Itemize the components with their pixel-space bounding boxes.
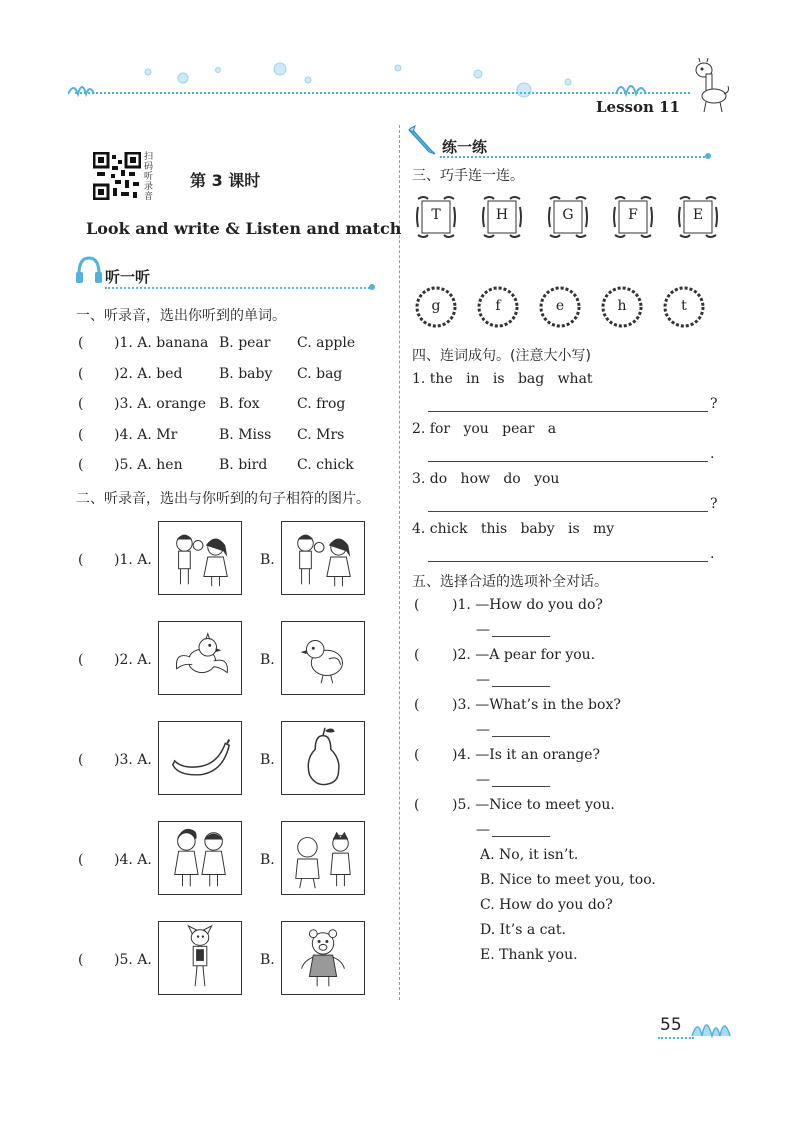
scrambled-words: 1. the in is bag what <box>412 371 593 387</box>
chick-icon <box>282 622 364 694</box>
column-divider <box>399 125 400 1000</box>
lowercase-letter-card[interactable] <box>414 285 458 329</box>
letter: E <box>692 207 704 223</box>
answer-line[interactable] <box>428 561 708 562</box>
practice-section-title: 练一练 <box>442 138 488 156</box>
scrambled-words: 4. chick this baby is my <box>412 521 615 537</box>
flying-bird-icon <box>159 622 241 694</box>
bubbles-grass-icon <box>68 60 708 100</box>
part1-option-a: )4. A. Mr <box>114 427 178 443</box>
qr-code-icon[interactable] <box>93 152 141 200</box>
part1-option-b: B. fox <box>219 396 260 412</box>
choice-option: A. No, it isn’t. <box>480 847 579 863</box>
answer-blank[interactable] <box>492 636 550 637</box>
listen-section-title: 听一听 <box>105 268 151 286</box>
dialogue-prompt: )5. —Nice to meet you. <box>452 797 615 813</box>
banana-icon <box>159 722 241 794</box>
part1-option-c: C. bag <box>297 366 343 382</box>
practice-underline <box>440 156 708 158</box>
listen-underline <box>105 287 373 289</box>
uppercase-letter-card[interactable] <box>416 195 456 239</box>
pear-icon <box>282 722 364 794</box>
part2-label-a: )2. A. <box>114 652 152 668</box>
part5-heading: 五、选择合适的选项补全对话。 <box>412 574 608 590</box>
part1-option-c: C. Mrs <box>297 427 345 443</box>
lowercase-letter-card[interactable] <box>662 285 706 329</box>
part2-label-a: )1. A. <box>114 552 152 568</box>
part1-heading: 一、听录音，选出你听到的单词。 <box>76 308 286 324</box>
part1-option-c: C. chick <box>297 457 354 473</box>
end-punctuation: . <box>710 446 715 462</box>
dialogue-prompt: )4. —Is it an orange? <box>452 747 601 763</box>
bear-icon <box>282 922 364 994</box>
dialogue-dash: — <box>476 672 490 688</box>
answer-blank[interactable] <box>492 736 550 737</box>
part1-option-b: B. Miss <box>219 427 272 443</box>
picture-option-b[interactable] <box>281 821 365 895</box>
choice-option: E. Thank you. <box>480 947 578 963</box>
picture-option-a[interactable] <box>158 721 242 795</box>
headphones-icon <box>74 254 104 286</box>
scrambled-words: 2. for you pear a <box>412 421 557 437</box>
letter: g <box>431 298 441 314</box>
choice-option: D. It’s a cat. <box>480 922 566 938</box>
lowercase-letter-card[interactable] <box>538 285 582 329</box>
uppercase-letter-card[interactable] <box>482 195 522 239</box>
picture-option-b[interactable] <box>281 621 365 695</box>
letter: t <box>681 298 687 314</box>
uppercase-letter-card[interactable] <box>548 195 588 239</box>
picture-option-b[interactable] <box>281 921 365 995</box>
dog-icon <box>159 922 241 994</box>
letter: h <box>617 298 627 314</box>
grass-icon <box>690 1012 732 1038</box>
part1-option-a: )2. A. bed <box>114 366 183 382</box>
underline-dot <box>369 284 375 290</box>
part1-option-a: )1. A. banana <box>114 335 209 351</box>
part1-option-b: B. bird <box>219 457 268 473</box>
part3-heading: 三、巧手连一连。 <box>412 168 524 184</box>
giraffe-icon <box>690 58 730 114</box>
header-dotted-line <box>75 92 690 94</box>
answer-blank[interactable] <box>492 686 550 687</box>
uppercase-letter-card[interactable] <box>613 195 653 239</box>
letter: G <box>562 207 574 223</box>
part2-label-b: B. <box>260 752 275 768</box>
answer-blank[interactable] <box>492 786 550 787</box>
answer-blank[interactable] <box>492 836 550 837</box>
picture-option-b[interactable] <box>281 521 365 595</box>
picture-option-a[interactable] <box>158 821 242 895</box>
lesson-time: 第 3 课时 <box>190 171 261 190</box>
part1-option-c: C. apple <box>297 335 356 351</box>
page-title: Look and write & Listen and match <box>86 219 402 238</box>
dialogue-prompt: )1. —How do you do? <box>452 597 603 613</box>
answer-line[interactable] <box>428 411 708 412</box>
lesson-label: Lesson 11 <box>596 98 680 116</box>
letter: H <box>495 207 509 223</box>
letter: T <box>431 207 441 223</box>
picture-option-a[interactable] <box>158 621 242 695</box>
part1-option-a: )3. A. orange <box>114 396 207 412</box>
picture-option-a[interactable] <box>158 921 242 995</box>
part2-heading: 二、听录音，选出与你听到的句子相符的图片。 <box>76 491 370 507</box>
two-boys-icon <box>282 822 364 894</box>
part1-option-a: )5. A. hen <box>114 457 183 473</box>
part2-label-b: B. <box>260 652 275 668</box>
answer-line[interactable] <box>428 461 708 462</box>
dialogue-prompt: )2. —A pear for you. <box>452 647 596 663</box>
part1-option-c: C. frog <box>297 396 346 412</box>
answer-line[interactable] <box>428 511 708 512</box>
dialogue-prompt: )3. —What’s in the box? <box>452 697 621 713</box>
part2-label-a: )4. A. <box>114 852 152 868</box>
part2-label-b: B. <box>260 952 275 968</box>
part2-label-b: B. <box>260 552 275 568</box>
dialogue-dash: — <box>476 622 490 638</box>
end-punctuation: ? <box>710 396 718 412</box>
dialogue-dash: — <box>476 772 490 788</box>
part4-heading: 四、连词成句。(注意大小写) <box>412 348 591 364</box>
dialogue-dash: — <box>476 822 490 838</box>
pencil-icon <box>407 122 439 156</box>
two-girls-icon <box>159 822 241 894</box>
scrambled-words: 3. do how do you <box>412 471 560 487</box>
uppercase-letter-card[interactable] <box>678 195 718 239</box>
end-punctuation: . <box>710 546 715 562</box>
children-apple-icon <box>159 522 241 594</box>
page-number-underline <box>658 1037 694 1039</box>
part1-option-b: B. pear <box>219 335 271 351</box>
letter: F <box>628 207 638 223</box>
lowercase-letter-card[interactable] <box>476 285 520 329</box>
part2-label-a: )3. A. <box>114 752 152 768</box>
part2-label-b: B. <box>260 852 275 868</box>
letter: e <box>555 298 565 314</box>
end-punctuation: ? <box>710 496 718 512</box>
part1-option-b: B. baby <box>219 366 273 382</box>
children-fruit-icon <box>282 522 364 594</box>
underline-dot <box>705 153 711 159</box>
page-number: 55 <box>660 1015 682 1035</box>
picture-option-b[interactable] <box>281 721 365 795</box>
choice-option: C. How do you do? <box>480 897 613 913</box>
dialogue-dash: — <box>476 722 490 738</box>
letter: f <box>495 298 501 314</box>
choice-option: B. Nice to meet you, too. <box>480 872 656 888</box>
part2-label-a: )5. A. <box>114 952 152 968</box>
qr-label: 扫码听录音 <box>144 152 154 202</box>
lowercase-letter-card[interactable] <box>600 285 644 329</box>
picture-option-a[interactable] <box>158 521 242 595</box>
